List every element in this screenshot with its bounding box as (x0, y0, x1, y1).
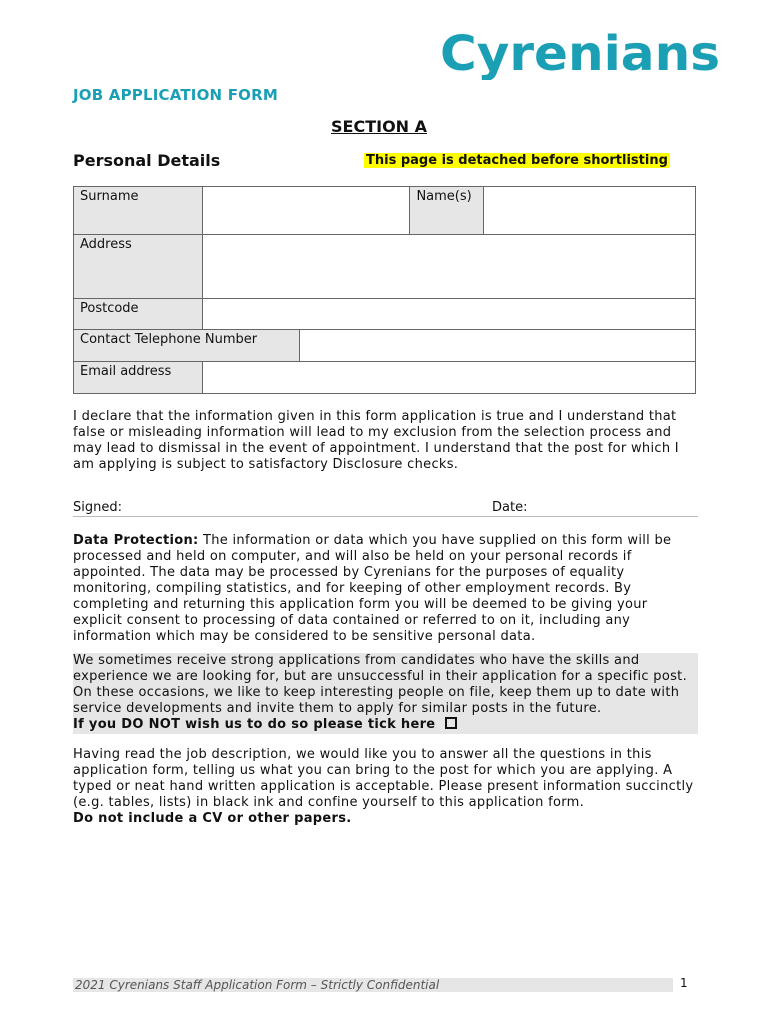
no-cv-note: Do not include a CV or other papers. (73, 811, 352, 826)
declaration-text: I declare that the information given in this form application is true and I understand that false or misleading information will lead to my exclusion from the selection process and may lead to dismissal in the event of appointment. I understand that the post for which I am applying is subject to satisfactory Disclosure checks. (73, 409, 679, 472)
signed-label: Signed: (73, 500, 122, 515)
email-field[interactable] (202, 362, 695, 394)
signature-line[interactable] (73, 500, 698, 517)
data-protection-paragraph (73, 533, 698, 645)
postcode-label: Postcode (74, 299, 203, 330)
detached-note: This page is detached before shortlisting (366, 153, 668, 168)
cyrenians-logo (440, 30, 722, 80)
phone-field[interactable] (299, 330, 695, 362)
data-protection-text: The information or data which you have supplied on this form will be processed and held on computer, and will also be held on your personal records if appointed. The data may be processed by Cyrenians for the purposes of equality monitoring, compiling statistics, and for keeping of other employment records. By completing and returning this application form you will be deemed to be giving your explicit consent to processing of data contained or referred to on it, including any information which may be considered to be sensitive personal data. (73, 533, 672, 644)
instructions-paragraph (73, 747, 698, 827)
page-number: 1 (680, 976, 688, 990)
section-title: SECTION A (331, 117, 428, 136)
form-title: JOB APPLICATION FORM (73, 86, 278, 104)
names-label: Name(s) (410, 187, 484, 235)
instructions-text: Having read the job description, we would like you to answer all the questions in this application form, telling us what you can bring to the post for which you are applying. A typed or neat hand written application is acceptable. Please present information succinctly (e.g. tables, lists) in black ink and confine yourself to this application form. (73, 747, 694, 810)
surname-label: Surname (74, 187, 203, 235)
phone-label: Contact Telephone Number (74, 330, 300, 362)
footer-text: 2021 Cyrenians Staff Application Form – Strictly Confidential (73, 978, 673, 992)
personal-details-heading: Personal Details (73, 151, 221, 170)
date-label: Date: (492, 500, 528, 515)
opt-out-text: If you DO NOT wish us to do so please tick here (73, 717, 436, 732)
opt-out-checkbox[interactable] (445, 717, 457, 729)
names-field[interactable] (484, 187, 696, 235)
address-field[interactable] (202, 235, 695, 299)
postcode-field[interactable] (202, 299, 695, 330)
retention-text: We sometimes receive strong applications from candidates who have the skills and experience we are looking for, but are unsuccessful in their application for a specific post. On these occasions, we like to keep interesting people on file, keep them up to date with service developments and invite them to apply for similar posts in the future. (73, 653, 688, 716)
surname-field[interactable] (202, 187, 410, 235)
address-label: Address (74, 235, 203, 299)
svg-text:Cyrenians: Cyrenians (440, 30, 720, 80)
retention-paragraph (73, 653, 698, 734)
personal-details-table (73, 186, 696, 394)
data-protection-heading: Data Protection: (73, 533, 199, 548)
email-label: Email address (74, 362, 203, 394)
